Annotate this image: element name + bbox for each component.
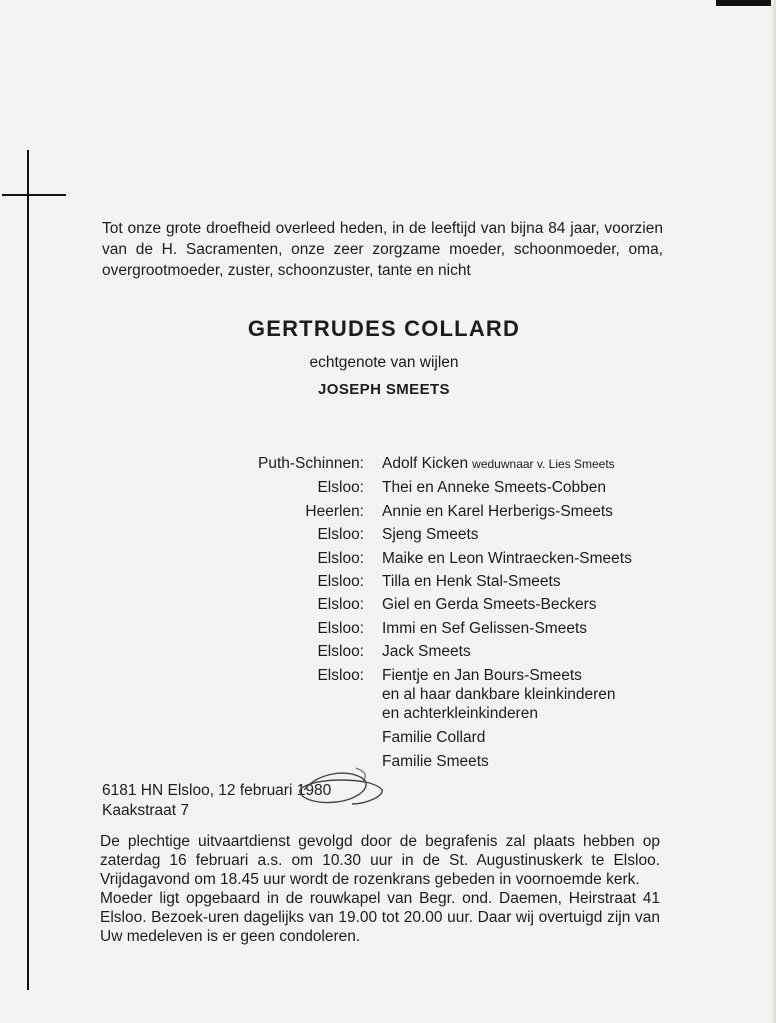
relative-row [200,452,670,476]
page-right-edge [771,0,776,1023]
relative-row [200,617,670,640]
relative-place: Elsloo: [317,619,364,637]
page-top-edge [716,0,776,6]
address-street-line: Kaakstraat 7 [102,802,190,819]
relative-row [200,570,670,593]
relative-names: Tilla en Henk Stal-Smeets [382,573,561,591]
relative-place: Heerlen: [305,502,364,520]
cross-icon-horizontal [2,194,66,196]
relative-place: Elsloo: [317,573,364,591]
relative-place: Elsloo: [317,643,364,661]
family-collard: Familie Collard [382,729,486,746]
relative-names: Giel en Gerda Smeets-Beckers [382,596,597,614]
relative-place: Elsloo: [317,526,364,544]
visitation-paragraph: Moeder ligt opgebaard in de rouwkapel van Begr. ond. Daemen, Heirstraat 41 Elsloo. Bezoek-uren dagelijks van 19.00 tot 20.00 uur. Daar wij overtuigd zijn van Uw medeleven is er geen condoleren. [100,890,660,945]
relative-names: Annie en Karel Herberigs-Smeets [382,502,613,520]
relative-place: Elsloo: [317,479,364,497]
address-date-line: 6181 HN Elsloo, 12 februari 1980 [102,782,332,799]
spouse-name: JOSEPH SMEETS [318,381,450,398]
intro-text: Tot onze grote droefheid overleed heden, in de leeftijd van bijna 84 jaar, voorzien van de H. Sacramenten, onze zeer zorgzame moeder, schoonmoeder, oma, overgrootmoeder, zuster, schoonzuster, tante en nicht [102,220,663,279]
relative-row [200,640,670,663]
relative-names: Fientje en Jan Bours-Smeets [382,666,582,684]
relative-place: Elsloo: [317,596,364,614]
deceased-name: GERTRUDES COLLARD [247,316,521,341]
closing-text [100,832,660,946]
relative-row [200,593,670,616]
relative-names: Thei en Anneke Smeets-Cobben [382,479,607,497]
relative-row [200,547,670,570]
relative-names: Jack Smeets [382,643,471,661]
relative-place: Puth-Schinnen: [258,455,364,472]
funeral-paragraph: De plechtige uitvaartdienst gevolgd door de begrafenis zal plaats hebben op zaterdag 16 februari a.s. om 10.30 uur in de St. Augustinuskerk te Elsloo. Vrijdagavond om 18.45 uur wordt de rozenkrans gebeden in voornoemde kerk. [100,833,660,888]
family-smeets: Familie Smeets [382,753,489,770]
extra-mourners [382,685,616,771]
relative-names: Maike en Leon Wintraecken-Smeets [382,549,632,567]
spouse-label: echtgenote van wijlen [309,354,459,371]
relative-names-text: Adolf Kicken [382,455,469,472]
relative-place: Elsloo: [317,549,364,567]
relatives-list [200,452,670,687]
relative-names: Sjeng Smeets [382,526,479,544]
signature-scribble-icon [296,760,396,812]
cross-icon-vertical [27,150,29,990]
relative-names: Immi en Sef Gelissen-Smeets [382,619,588,637]
relative-row [200,664,670,687]
relative-place: Elsloo: [317,666,364,684]
grandchildren-line-2: en achterkleinkinderen [382,705,538,722]
relative-note: weduwnaar v. Lies Smeets [472,457,615,471]
grandchildren-line-1: en al haar dankbare kleinkinderen [382,686,616,703]
relative-row [200,500,670,523]
relative-row [200,523,670,546]
relative-row [200,476,670,499]
relative-names [382,452,670,476]
